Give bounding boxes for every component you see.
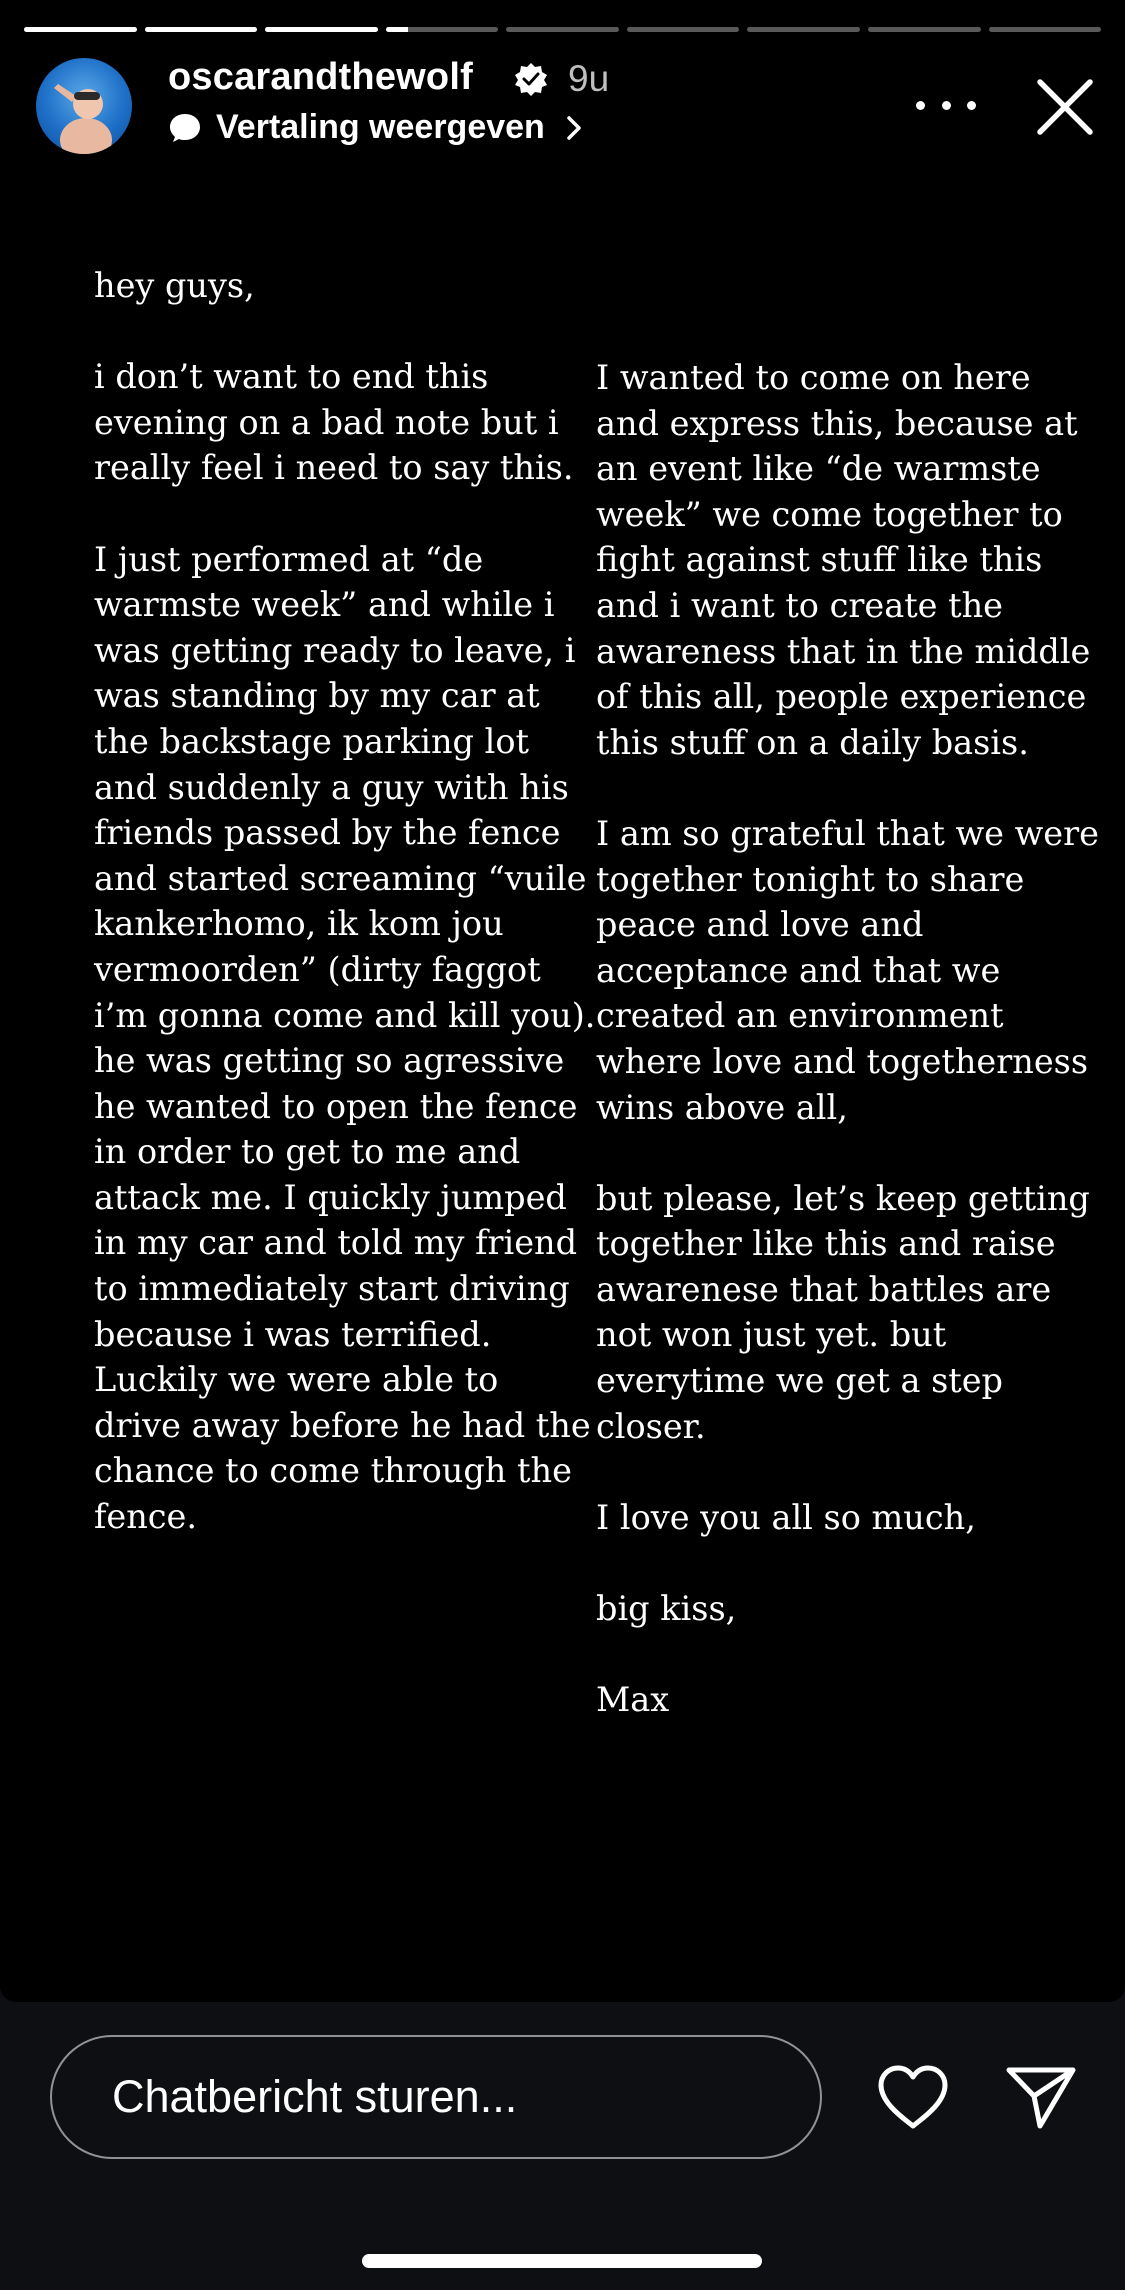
letter-line: he was getting so agressive — [94, 1041, 565, 1081]
letter-line: was standing by my car at — [94, 676, 540, 716]
send-icon[interactable] — [1004, 2062, 1078, 2132]
paragraph-break — [94, 309, 594, 355]
letter-line: peace and love and — [596, 905, 924, 945]
letter-line: i’m gonna come and kill you). — [94, 995, 596, 1035]
letter-line: awareness that in the middle — [596, 631, 1091, 671]
letter-line: I just performed at “de — [94, 539, 484, 579]
message-placeholder: Chatbericht sturen... — [112, 2071, 518, 2122]
letter-line: everytime we get a step — [596, 1361, 1004, 1401]
letter-line: and started screaming “vuile — [94, 858, 587, 898]
home-indicator[interactable] — [362, 2254, 762, 2268]
letter-line: was getting ready to leave, i — [94, 630, 576, 670]
letter-line: I am so grateful that we were — [596, 813, 1099, 853]
letter-line: where love and togetherness — [596, 1041, 1089, 1081]
paragraph-break — [596, 1540, 1096, 1586]
letter-line: week” we come together to — [596, 494, 1063, 534]
letter-line: chance to come through the — [94, 1451, 572, 1491]
letter-line: together like this and raise — [596, 1224, 1056, 1264]
letter-line: to immediately start driving — [94, 1269, 570, 1309]
letter-line: really feel i need to say this. — [94, 448, 574, 488]
letter-line: evening on a bad note but i — [94, 402, 559, 442]
letter-line: i don’t want to end this — [94, 357, 489, 397]
paragraph-break — [596, 1130, 1096, 1176]
letter-line: Luckily we were able to — [94, 1360, 499, 1400]
letter-line: Max — [596, 1680, 670, 1720]
letter-line: wins above all, — [596, 1087, 848, 1127]
letter-column-left — [94, 263, 594, 1540]
letter-line: I love you all so much, — [596, 1497, 976, 1537]
heart-icon[interactable] — [876, 2064, 950, 2130]
letter-line: but please, let’s keep getting — [596, 1178, 1090, 1218]
paragraph-break — [596, 765, 1096, 811]
letter-line: big kiss, — [596, 1589, 737, 1629]
letter-line: and suddenly a guy with his — [94, 767, 569, 807]
letter-line: I wanted to come on here — [596, 358, 1031, 397]
letter-line: fence. — [94, 1497, 198, 1537]
letter-line: an event like “de warmste — [596, 449, 1041, 489]
letter-line: he wanted to open the fence — [94, 1086, 578, 1126]
letter-line: closer. — [596, 1406, 706, 1446]
letter-line: in order to get to me and — [94, 1132, 521, 1172]
username[interactable]: oscarandthewolf — [168, 56, 473, 98]
letter-line: vermoorden” (dirty faggot — [94, 949, 541, 989]
letter-line: hey guys, — [94, 266, 255, 305]
letter-line: acceptance and that we — [596, 950, 1001, 990]
letter-line: kankerhomo, ik kom jou — [94, 904, 504, 944]
letter-line: warmste week” and while i — [94, 585, 555, 625]
letter-line: because i was terrified. — [94, 1314, 492, 1354]
message-input[interactable] — [50, 2035, 822, 2159]
letter-line: attack me. I quickly jumped — [94, 1177, 567, 1217]
letter-line: not won just yet. but — [596, 1315, 947, 1355]
translate-label: Vertaling weergeven — [216, 108, 545, 146]
letter-column-right — [596, 355, 1099, 1723]
letter-line: this stuff on a daily basis. — [596, 722, 1029, 762]
letter-line: fight against stuff like this — [596, 540, 1043, 580]
letter-line: and express this, because at — [596, 403, 1078, 443]
letter-line: together tonight to share — [596, 859, 1025, 899]
letter-line: in my car and told my friend — [94, 1223, 578, 1263]
letter-line: friends passed by the fence — [94, 813, 561, 853]
paragraph-break — [94, 491, 594, 537]
letter-line: and i want to create the — [596, 585, 1003, 625]
letter-line: created an environment — [596, 996, 1004, 1036]
letter-line: of this all, people experience — [596, 677, 1087, 717]
letter-line: the backstage parking lot — [94, 721, 529, 761]
letter-line: drive away before he had the — [94, 1405, 591, 1445]
paragraph-break — [596, 1449, 1096, 1495]
paragraph-break — [596, 1632, 1096, 1678]
story-time: 9u — [568, 58, 610, 99]
letter-line: awarenese that battles are — [596, 1269, 1052, 1309]
